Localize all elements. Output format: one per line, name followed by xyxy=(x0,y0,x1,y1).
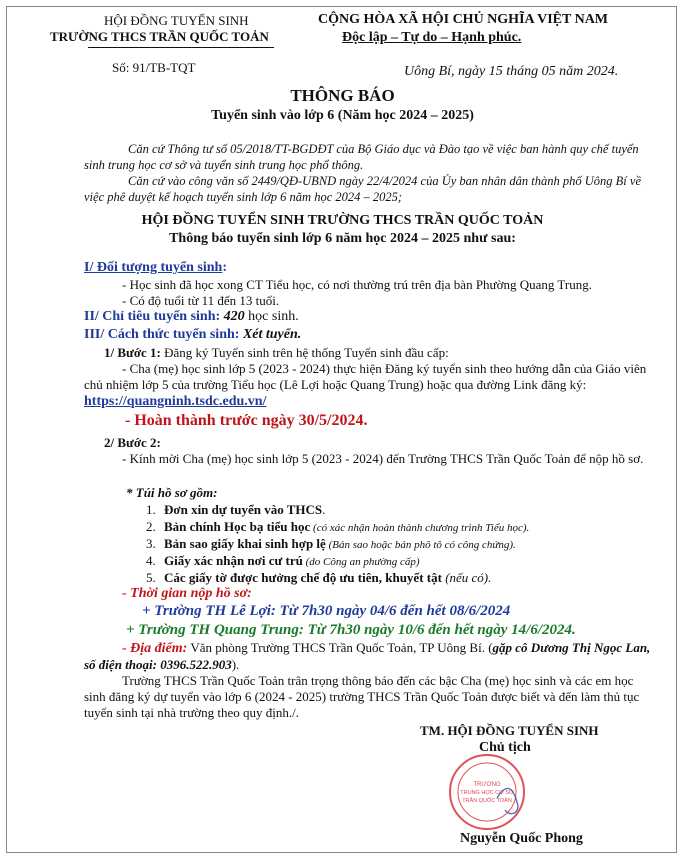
section-2: II/ Chỉ tiêu tuyển sinh: 420 học sinh. xyxy=(84,309,299,324)
preamble-2: Căn cứ vào công văn số 2449/QĐ-UBND ngày 22/4/2024 của Ủy ban nhân dân thành phố Uông Bí về việc phê duyệt kế hoạch tuyển sinh lớp 6 năm học 2024 – 2025; xyxy=(84,174,642,204)
school-seal xyxy=(447,752,527,832)
dossier-heading: * Túi hồ sơ gồm: xyxy=(126,485,218,500)
motto: Độc lập – Tự do – Hạnh phúc. xyxy=(342,30,522,45)
dossier-item-3: 3. Bản sao giấy khai sinh hợp lệ (Bản sao hoặc bản phô tô có công chứng). xyxy=(146,536,516,551)
document-number: Số: 91/TB-TQT xyxy=(112,60,196,75)
school-name: TRƯỜNG THCS TRẦN QUỐC TOẢN xyxy=(50,29,269,44)
section-1-item-2: - Có độ tuổi từ 11 đến 13 tuổi. xyxy=(122,293,280,308)
step-1-deadline: - Hoàn thành trước ngày 30/5/2024. xyxy=(125,412,368,429)
preamble-1: Căn cứ Thông tư số 05/2018/TT-BGDĐT của Bộ Giáo dục và Đào tạo về việc ban hành quy chế tuyển sinh trung học cơ sở và tuyển sinh trung học phổ thông. xyxy=(84,142,639,172)
svg-text:TRƯỜNG: TRƯỜNG xyxy=(473,782,501,788)
submission-school-2: + Trường TH Quang Trung: Từ 7h30 ngày 10/6 đến hết ngày 14/6/2024. xyxy=(126,622,576,638)
dossier-item-2: 2. Bản chính Học bạ tiểu học (có xác nhận hoàn thành chương trình Tiểu học). xyxy=(146,519,530,534)
republic-name: CỘNG HÒA XÃ HỘI CHỦ NGHĨA VIỆT NAM xyxy=(318,12,609,27)
section-1-heading: I/ Đối tượng tuyển sinh: xyxy=(84,260,227,275)
dossier-item-1: 1. Đơn xin dự tuyển vào THCS. xyxy=(146,502,326,517)
announce-line-2: Thông báo tuyển sinh lớp 6 năm học 2024 – 2025 như sau: xyxy=(169,231,516,246)
step-1-heading: 1/ Bước 1: Đăng ký Tuyển sinh trên hệ thống Tuyển sinh đầu cấp: xyxy=(104,345,449,360)
svg-text:TRUNG HỌC CƠ SỞ: TRUNG HỌC CƠ SỞ xyxy=(460,790,514,796)
school-underline xyxy=(88,47,274,48)
step-2-paragraph: - Kính mời Cha (mẹ) học sinh lớp 5 (2023 - 2024) đến Trường THCS Trần Quốc Toản để nộp hồ sơ. xyxy=(122,451,644,466)
place-date: Uông Bí, ngày 15 tháng 05 năm 2024. xyxy=(404,64,619,79)
submission-school-1: + Trường TH Lê Lợi: Từ 7h30 ngày 04/6 đến hết 08/6/2024 xyxy=(142,603,511,619)
svg-text:TRẦN QUỐC TOẢN: TRẦN QUỐC TOẢN xyxy=(462,798,512,804)
council-name: HỘI ĐỒNG TUYỂN SINH xyxy=(104,13,249,28)
signature-org: TM. HỘI ĐỒNG TUYỂN SINH xyxy=(420,723,599,738)
submission-heading: - Thời gian nộp hồ sơ: xyxy=(122,586,252,601)
doc-subtitle: Tuyển sinh vào lớp 6 (Năm học 2024 – 2025) xyxy=(211,108,474,123)
section-1-item-1: - Học sinh đã học xong CT Tiểu học, có nơi thường trú trên địa bàn Phường Quang Trung. xyxy=(122,277,592,292)
doc-title: THÔNG BÁO xyxy=(290,86,395,105)
registration-link[interactable]: https://quangninh.tsdc.edu.vn/ xyxy=(84,394,267,409)
dossier-item-5: 5. Các giấy tờ được hưởng chế độ ưu tiên, khuyết tật (nếu có). xyxy=(146,570,492,585)
signatory-name: Nguyễn Quốc Phong xyxy=(460,831,583,846)
announce-line-1: HỘI ĐỒNG TUYỂN SINH TRƯỜNG THCS TRẦN QUỐC TOẢN xyxy=(141,213,544,228)
step-2-heading: 2/ Bước 2: xyxy=(104,435,161,450)
closing-paragraph: Trường THCS Trần Quốc Toản trân trọng thông báo đến các bậc Cha (mẹ) học sinh và các em học sinh đăng ký dự tuyển vào lớp 6 (2024 - 2025) trường THCS Trần Quốc Toản được biết và đến làm thủ tục tuyển sinh tại nhà trường theo quy định./. xyxy=(84,673,640,720)
submission-place: - Địa điểm: Văn phòng Trường THCS Trần Quốc Toản, TP Uông Bí. (gặp cô Dương Thị Ngọc Lan, số điện thoại: 0396.522.903). xyxy=(84,640,651,672)
dossier-item-4: 4. Giấy xác nhận nơi cư trú (do Công an phường cấp) xyxy=(146,553,420,568)
signature-role: Chủ tịch xyxy=(479,740,531,755)
step-1-paragraph: - Cha (mẹ) học sinh lớp 5 (2023 - 2024) thực hiện Đăng ký tuyển sinh theo hướng dẫn của Giáo viên chủ nhiệm lớp 5 của trường Tiểu học (Lê Lợi hoặc Quang Trung) hoặc qua đường Link đăng ký: https://quangninh.tsdc.edu.vn/ xyxy=(84,361,647,409)
section-3: III/ Cách thức tuyển sinh: Xét tuyển. xyxy=(84,327,302,342)
